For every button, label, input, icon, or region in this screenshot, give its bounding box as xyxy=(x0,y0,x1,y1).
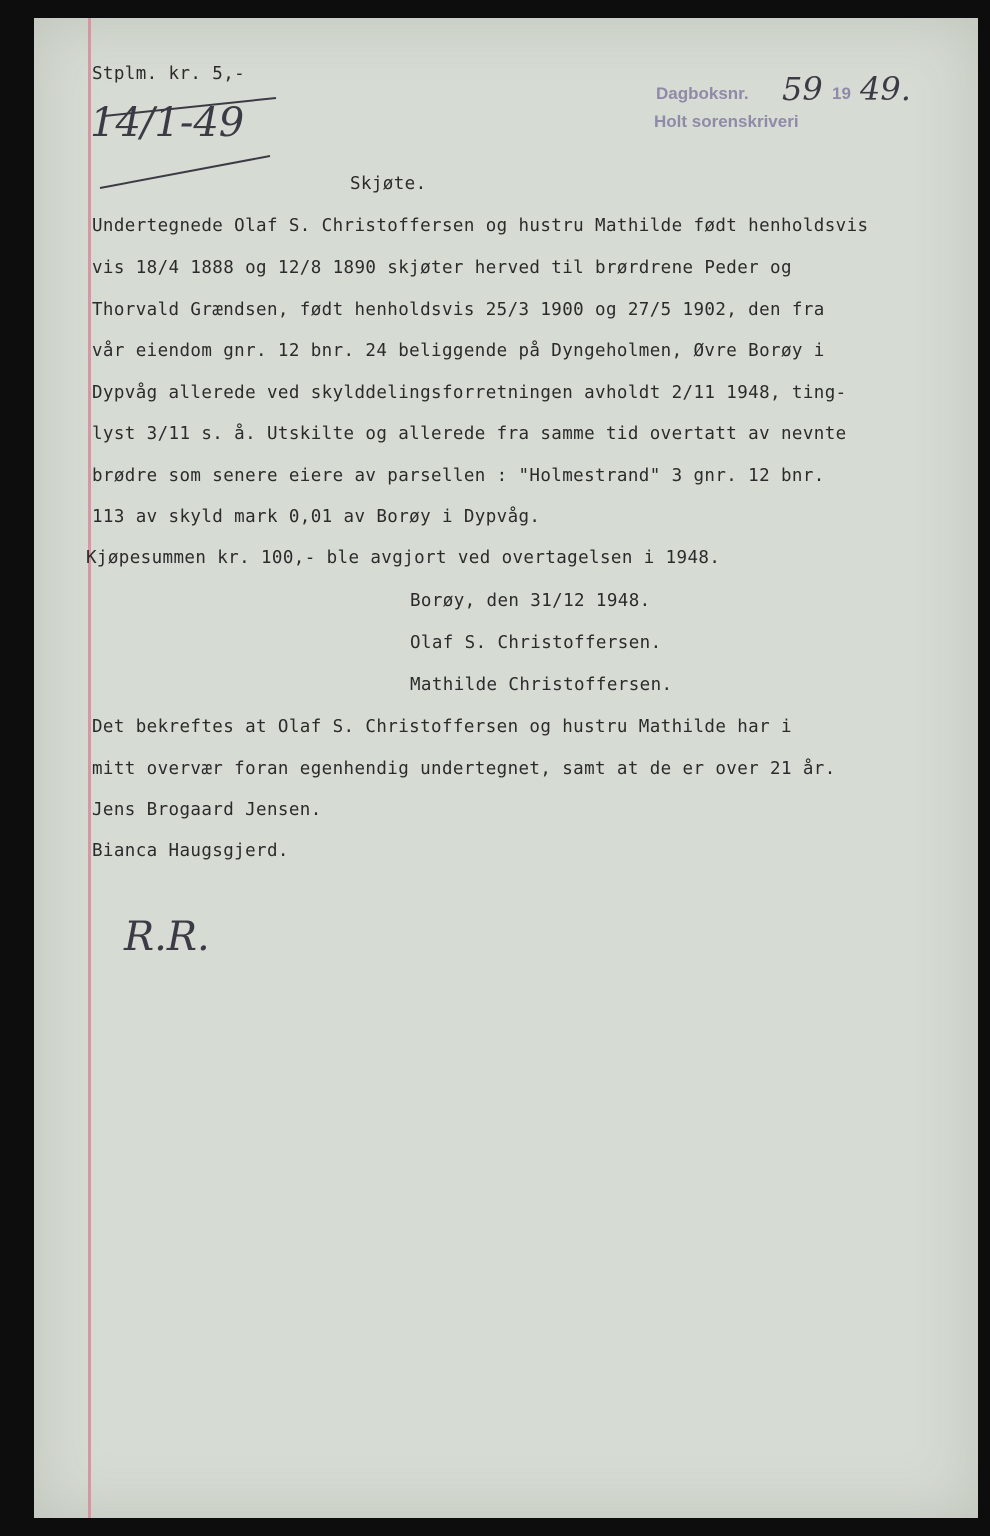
document-page xyxy=(34,18,978,1518)
margin-rule xyxy=(88,18,91,1518)
journal-year-printed: 19 xyxy=(832,84,851,103)
journal-number: 59 xyxy=(782,70,823,108)
handwritten-initials: R.R. xyxy=(124,914,210,960)
stamp-duty-note: Stplm. kr. 5,- xyxy=(92,64,246,84)
signature-line: Mathilde Christoffersen. xyxy=(410,675,673,695)
body-line: vis 18/4 1888 og 12/8 1890 skjøter herved til brørdrene Peder og xyxy=(92,258,792,278)
body-line: Undertegnede Olaf S. Christoffersen og hustru Mathilde født henholdsvis xyxy=(92,216,869,236)
attestation-line: mitt overvær foran egenhendig undertegnet, samt at de er over 21 år. xyxy=(92,759,836,779)
witness-line: Bianca Haugsgjerd. xyxy=(92,841,289,861)
witness-line: Jens Brogaard Jensen. xyxy=(92,800,322,820)
document-title: Skjøte. xyxy=(350,174,427,194)
attestation-line: Det bekreftes at Olaf S. Christoffersen og hustru Mathilde har i xyxy=(92,717,792,737)
date-underline-strokes xyxy=(86,94,282,194)
purchase-sum-line: Kjøpesummen kr. 100,- ble avgjort ved overtagelsen i 1948. xyxy=(86,548,721,568)
place-date: Borøy, den 31/12 1948. xyxy=(410,591,651,611)
body-line: 113 av skyld mark 0,01 av Borøy i Dypvåg. xyxy=(92,507,541,527)
signature-line: Olaf S. Christoffersen. xyxy=(410,633,662,653)
body-line: brødre som senere eiere av parsellen : "Holmestrand" 3 gnr. 12 bnr. xyxy=(92,466,825,486)
body-line: vår eiendom gnr. 12 bnr. 24 beliggende på Dyngeholmen, Øvre Borøy i xyxy=(92,341,825,361)
office-stamp: Holt sorenskriveri xyxy=(654,112,799,131)
body-line: Thorvald Grændsen, født henholdsvis 25/3 1900 og 27/5 1902, den fra xyxy=(92,300,825,320)
body-line: lyst 3/11 s. å. Utskilte og allerede fra samme tid overtatt av nevnte xyxy=(92,424,847,444)
body-line: Dypvåg allerede ved skylddelingsforretningen avholdt 2/11 1948, ting- xyxy=(92,383,847,403)
handwritten-date: 14/1-49 xyxy=(90,100,245,146)
journal-stamp-label: Dagboksnr. xyxy=(656,84,749,103)
journal-year-handwritten: 49. xyxy=(860,70,911,108)
